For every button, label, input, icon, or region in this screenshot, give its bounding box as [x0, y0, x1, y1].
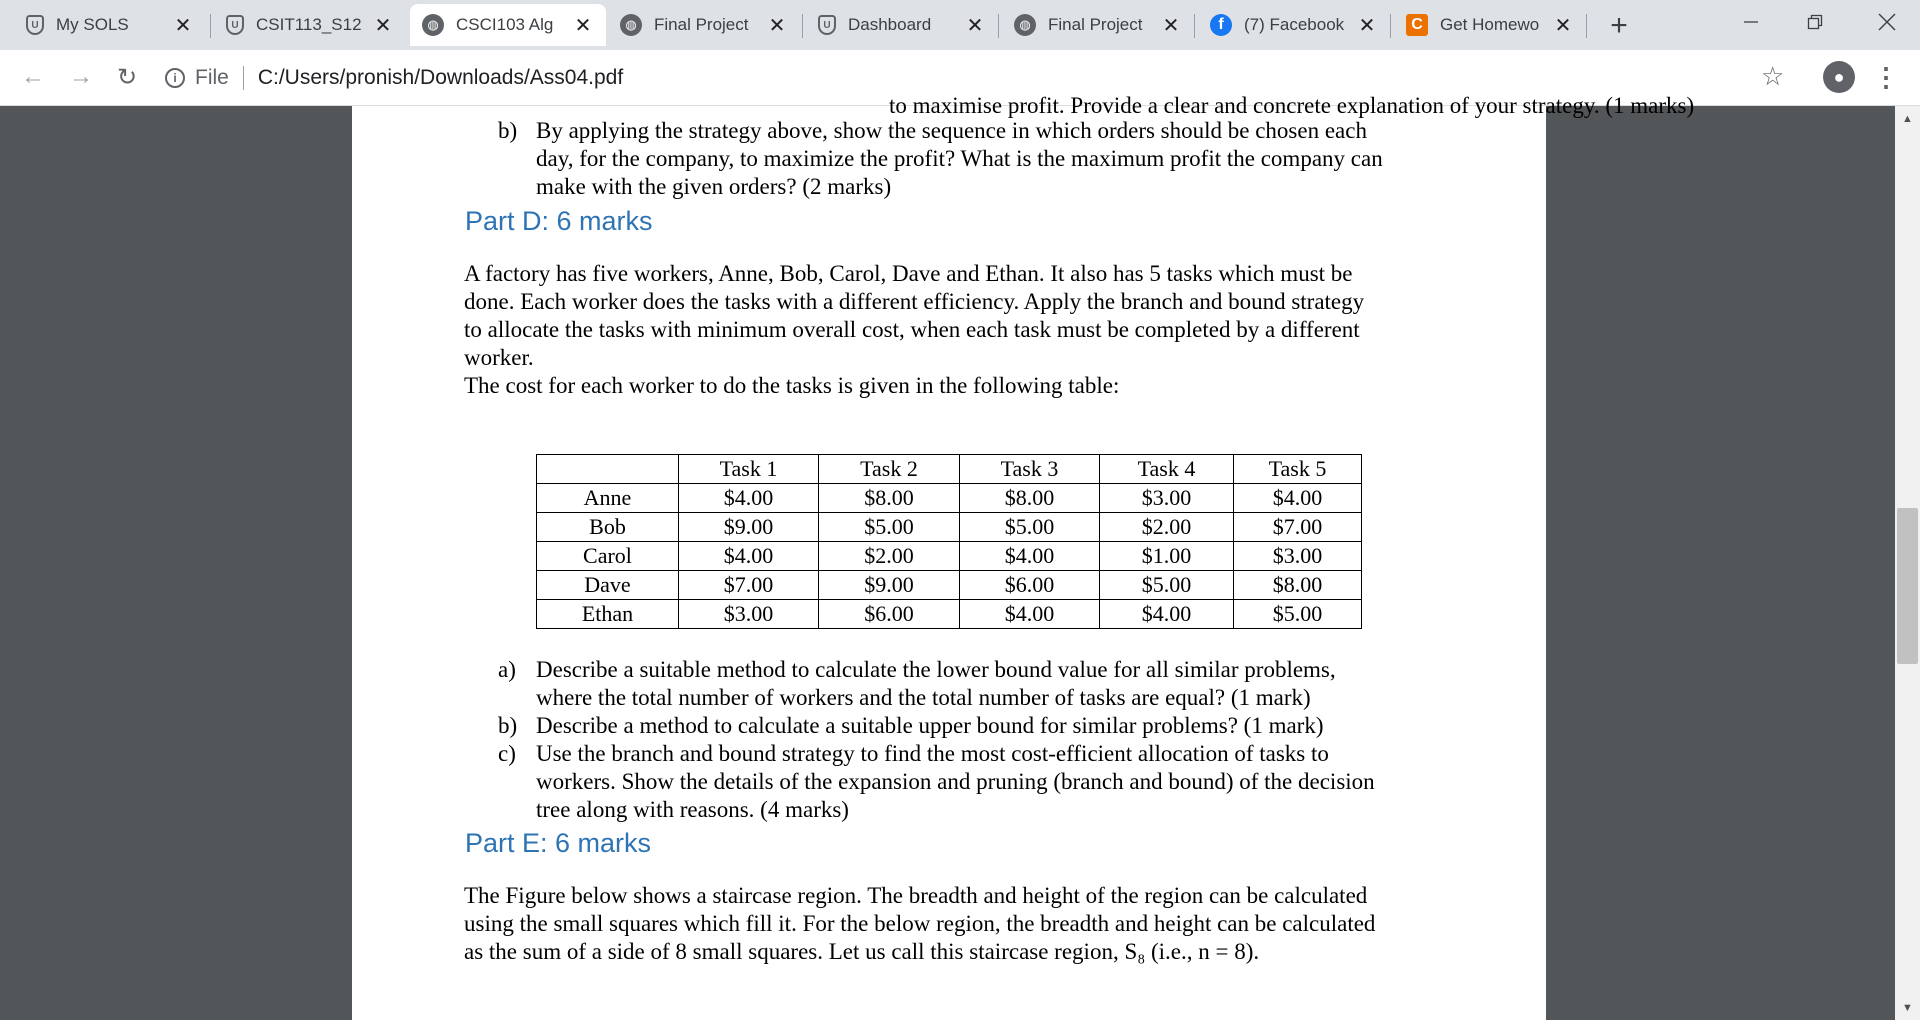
back-button[interactable]: [14, 58, 52, 96]
table-cell: $6.00: [819, 600, 960, 629]
table-cell: $4.00: [679, 484, 819, 513]
restore-icon: [1807, 14, 1823, 30]
worker-name-cell: Carol: [537, 542, 679, 571]
file-chip: File: [195, 66, 229, 89]
tab-separator: [210, 14, 211, 38]
tab-title: Dashboard: [848, 15, 932, 34]
globe-icon: ◍: [620, 14, 642, 36]
tab-title: Get Homewo: [1440, 15, 1540, 34]
tab-title: (7) Facebook: [1244, 15, 1345, 34]
table-cell: $6.00: [960, 571, 1100, 600]
tab-title: CSIT113_S12: [256, 15, 362, 34]
close-icon[interactable]: ✕: [574, 14, 592, 37]
worker-name-cell: Ethan: [537, 600, 679, 629]
person-icon: ●: [1833, 66, 1845, 87]
close-icon[interactable]: ✕: [1358, 14, 1376, 37]
table-cell: $1.00: [1100, 542, 1234, 571]
close-icon[interactable]: ✕: [1554, 14, 1572, 37]
chegg-icon: C: [1406, 14, 1428, 36]
part-e-intro: [464, 882, 1464, 966]
text-line: done. Each worker does the tasks with a different efficiency. Apply the branch and bound strategy: [464, 289, 1365, 314]
reload-button[interactable]: [108, 58, 146, 96]
table-header-cell: Task 3: [960, 455, 1100, 484]
table-cell: $5.00: [1234, 600, 1362, 629]
new-tab-button[interactable]: +: [1610, 9, 1628, 42]
text-line: as the sum of a side of 8 small squares. Let us call this staircase region, S₈ (i.e., n = 8).: [464, 939, 1260, 964]
table-row: [537, 542, 1362, 571]
bookmark-star-icon[interactable]: ☆: [1761, 61, 1785, 91]
close-icon[interactable]: ✕: [1162, 14, 1180, 37]
table-cell: $2.00: [819, 542, 960, 571]
info-icon[interactable]: i: [165, 68, 185, 88]
clipped-text-line: to maximise profit. Provide a clear and concrete explanation of your strategy. (1 marks): [889, 93, 1695, 118]
tab-csci103[interactable]: [410, 4, 606, 46]
text-line: to allocate the tasks with minimum overall cost, when each task must be completed by a different: [464, 317, 1360, 342]
scroll-down-icon[interactable]: ▼: [1902, 1001, 1913, 1014]
table-cell: $3.00: [679, 600, 819, 629]
profile-avatar[interactable]: [1823, 61, 1855, 93]
close-icon: [1878, 13, 1896, 31]
table-header-cell: Task 2: [819, 455, 960, 484]
text-line: tree along with reasons. (4 marks): [536, 797, 849, 822]
minimize-button[interactable]: [1722, 0, 1780, 44]
facebook-icon: f: [1210, 14, 1232, 36]
tab-separator: [1586, 14, 1587, 38]
table-cell: $5.00: [1100, 571, 1234, 600]
table-row: [537, 600, 1362, 629]
pdf-page: [352, 93, 1695, 1020]
part-d-heading: Part D: 6 marks: [465, 206, 653, 236]
tab-separator: [998, 14, 999, 38]
table-cell: $3.00: [1100, 484, 1234, 513]
tab-final-project-1[interactable]: [608, 4, 800, 46]
table-cell: $2.00: [1100, 513, 1234, 542]
table-cell: $8.00: [960, 484, 1100, 513]
table-cell: $9.00: [819, 571, 960, 600]
pdf-viewer[interactable]: [0, 93, 1920, 1020]
url-text[interactable]: C:/Users/pronish/Downloads/Ass04.pdf: [257, 66, 624, 89]
tab-title: My SOLS: [56, 15, 129, 34]
address-bar[interactable]: [165, 59, 1785, 97]
tab-get-homework[interactable]: [1394, 4, 1586, 46]
table-header-cell: [537, 455, 679, 484]
text-line: using the small squares which fill it. For the below region, the breadth and height can be calculated: [464, 911, 1376, 936]
tab-csit113[interactable]: [214, 4, 406, 46]
table-cell: $4.00: [1100, 600, 1234, 629]
tab-separator: [1194, 14, 1195, 38]
table-cell: $5.00: [960, 513, 1100, 542]
table-row: [537, 484, 1362, 513]
close-icon[interactable]: ✕: [768, 14, 786, 37]
worker-name-cell: Bob: [537, 513, 679, 542]
menu-kebab-icon[interactable]: ⋮: [1873, 61, 1899, 92]
close-icon[interactable]: ✕: [174, 14, 192, 37]
item-label: a): [498, 657, 516, 682]
minimize-icon: [1743, 14, 1759, 30]
text-line: Describe a method to calculate a suitable upper bound for similar problems? (1 mark): [536, 713, 1324, 738]
text-line: By applying the strategy above, show the sequence in which orders should be chosen each: [536, 118, 1367, 143]
cost-table: [536, 454, 1362, 629]
shield-icon: U: [818, 15, 836, 35]
text-line: make with the given orders? (2 marks): [536, 174, 892, 199]
scroll-up-icon[interactable]: ▲: [1902, 112, 1913, 125]
worker-name-cell: Dave: [537, 571, 679, 600]
tab-title: Final Project: [1048, 15, 1143, 34]
table-cell: $8.00: [819, 484, 960, 513]
close-window-button[interactable]: [1858, 0, 1916, 44]
tab-title: CSCI103 Alg: [456, 15, 554, 34]
scrollbar-thumb[interactable]: [1897, 508, 1918, 664]
table-cell: $4.00: [960, 600, 1100, 629]
text-line: where the total number of workers and the total number of tasks are equal? (1 mark): [536, 685, 1311, 710]
text-line: A factory has five workers, Anne, Bob, Carol, Dave and Ethan. It also has 5 tasks which must be: [464, 261, 1353, 286]
tab-facebook[interactable]: [1198, 4, 1390, 46]
table-row: [537, 571, 1362, 600]
item-label: b): [498, 118, 518, 143]
text-line: workers. Show the details of the expansion and pruning (branch and bound) of the decision: [536, 769, 1375, 794]
reload-icon: ↻: [116, 63, 138, 91]
restore-button[interactable]: [1786, 0, 1844, 44]
text-line: day, for the company, to maximize the profit? What is the maximum profit the company can: [536, 146, 1383, 171]
tab-final-project-2[interactable]: [1002, 4, 1194, 46]
omnibox-separator: [243, 66, 244, 90]
table-cell: $4.00: [960, 542, 1100, 571]
tab-separator: [1390, 14, 1391, 38]
item-label: c): [498, 741, 516, 766]
text-line: Use the branch and bound strategy to find the most cost-efficient allocation of tasks to: [536, 741, 1329, 766]
table-cell: $5.00: [819, 513, 960, 542]
table-cell: $4.00: [1234, 484, 1362, 513]
globe-icon: ◍: [422, 14, 444, 36]
table-cell: $9.00: [679, 513, 819, 542]
table-header-cell: Task 4: [1100, 455, 1234, 484]
table-cell: $7.00: [679, 571, 819, 600]
forward-button[interactable]: [62, 58, 100, 96]
shield-icon: U: [26, 15, 44, 35]
close-icon[interactable]: ✕: [966, 14, 984, 37]
tab-title: Final Project: [654, 15, 749, 34]
table-header-row: [537, 455, 1362, 484]
text-line: Describe a suitable method to calculate the lower bound value for all similar problems,: [536, 657, 1336, 682]
table-header-cell: Task 5: [1234, 455, 1362, 484]
table-header-cell: Task 1: [679, 455, 819, 484]
part-d-intro: [464, 260, 1464, 400]
item-label: b): [498, 713, 518, 738]
table-row: [537, 513, 1362, 542]
table-cell: $4.00: [679, 542, 819, 571]
tab-dashboard[interactable]: [806, 4, 998, 46]
part-e-heading: Part E: 6 marks: [465, 828, 652, 858]
arrow-left-icon: ←: [21, 63, 45, 90]
table-cell: $8.00: [1234, 571, 1362, 600]
text-line: The Figure below shows a staircase region. The breadth and height of the region can be calculated: [464, 883, 1368, 908]
globe-icon: ◍: [1014, 14, 1036, 36]
tab-my-sols[interactable]: [14, 4, 206, 46]
tab-separator: [802, 14, 803, 38]
table-intro: The cost for each worker to do the tasks is given in the following table:: [464, 373, 1120, 398]
table-cell: $3.00: [1234, 542, 1362, 571]
arrow-right-icon: →: [69, 63, 93, 90]
table-cell: $7.00: [1234, 513, 1362, 542]
tab-strip: [0, 0, 1920, 50]
close-icon[interactable]: ✕: [374, 14, 392, 37]
worker-name-cell: Anne: [537, 484, 679, 513]
shield-icon: U: [226, 15, 244, 35]
text-line: worker.: [464, 345, 534, 370]
